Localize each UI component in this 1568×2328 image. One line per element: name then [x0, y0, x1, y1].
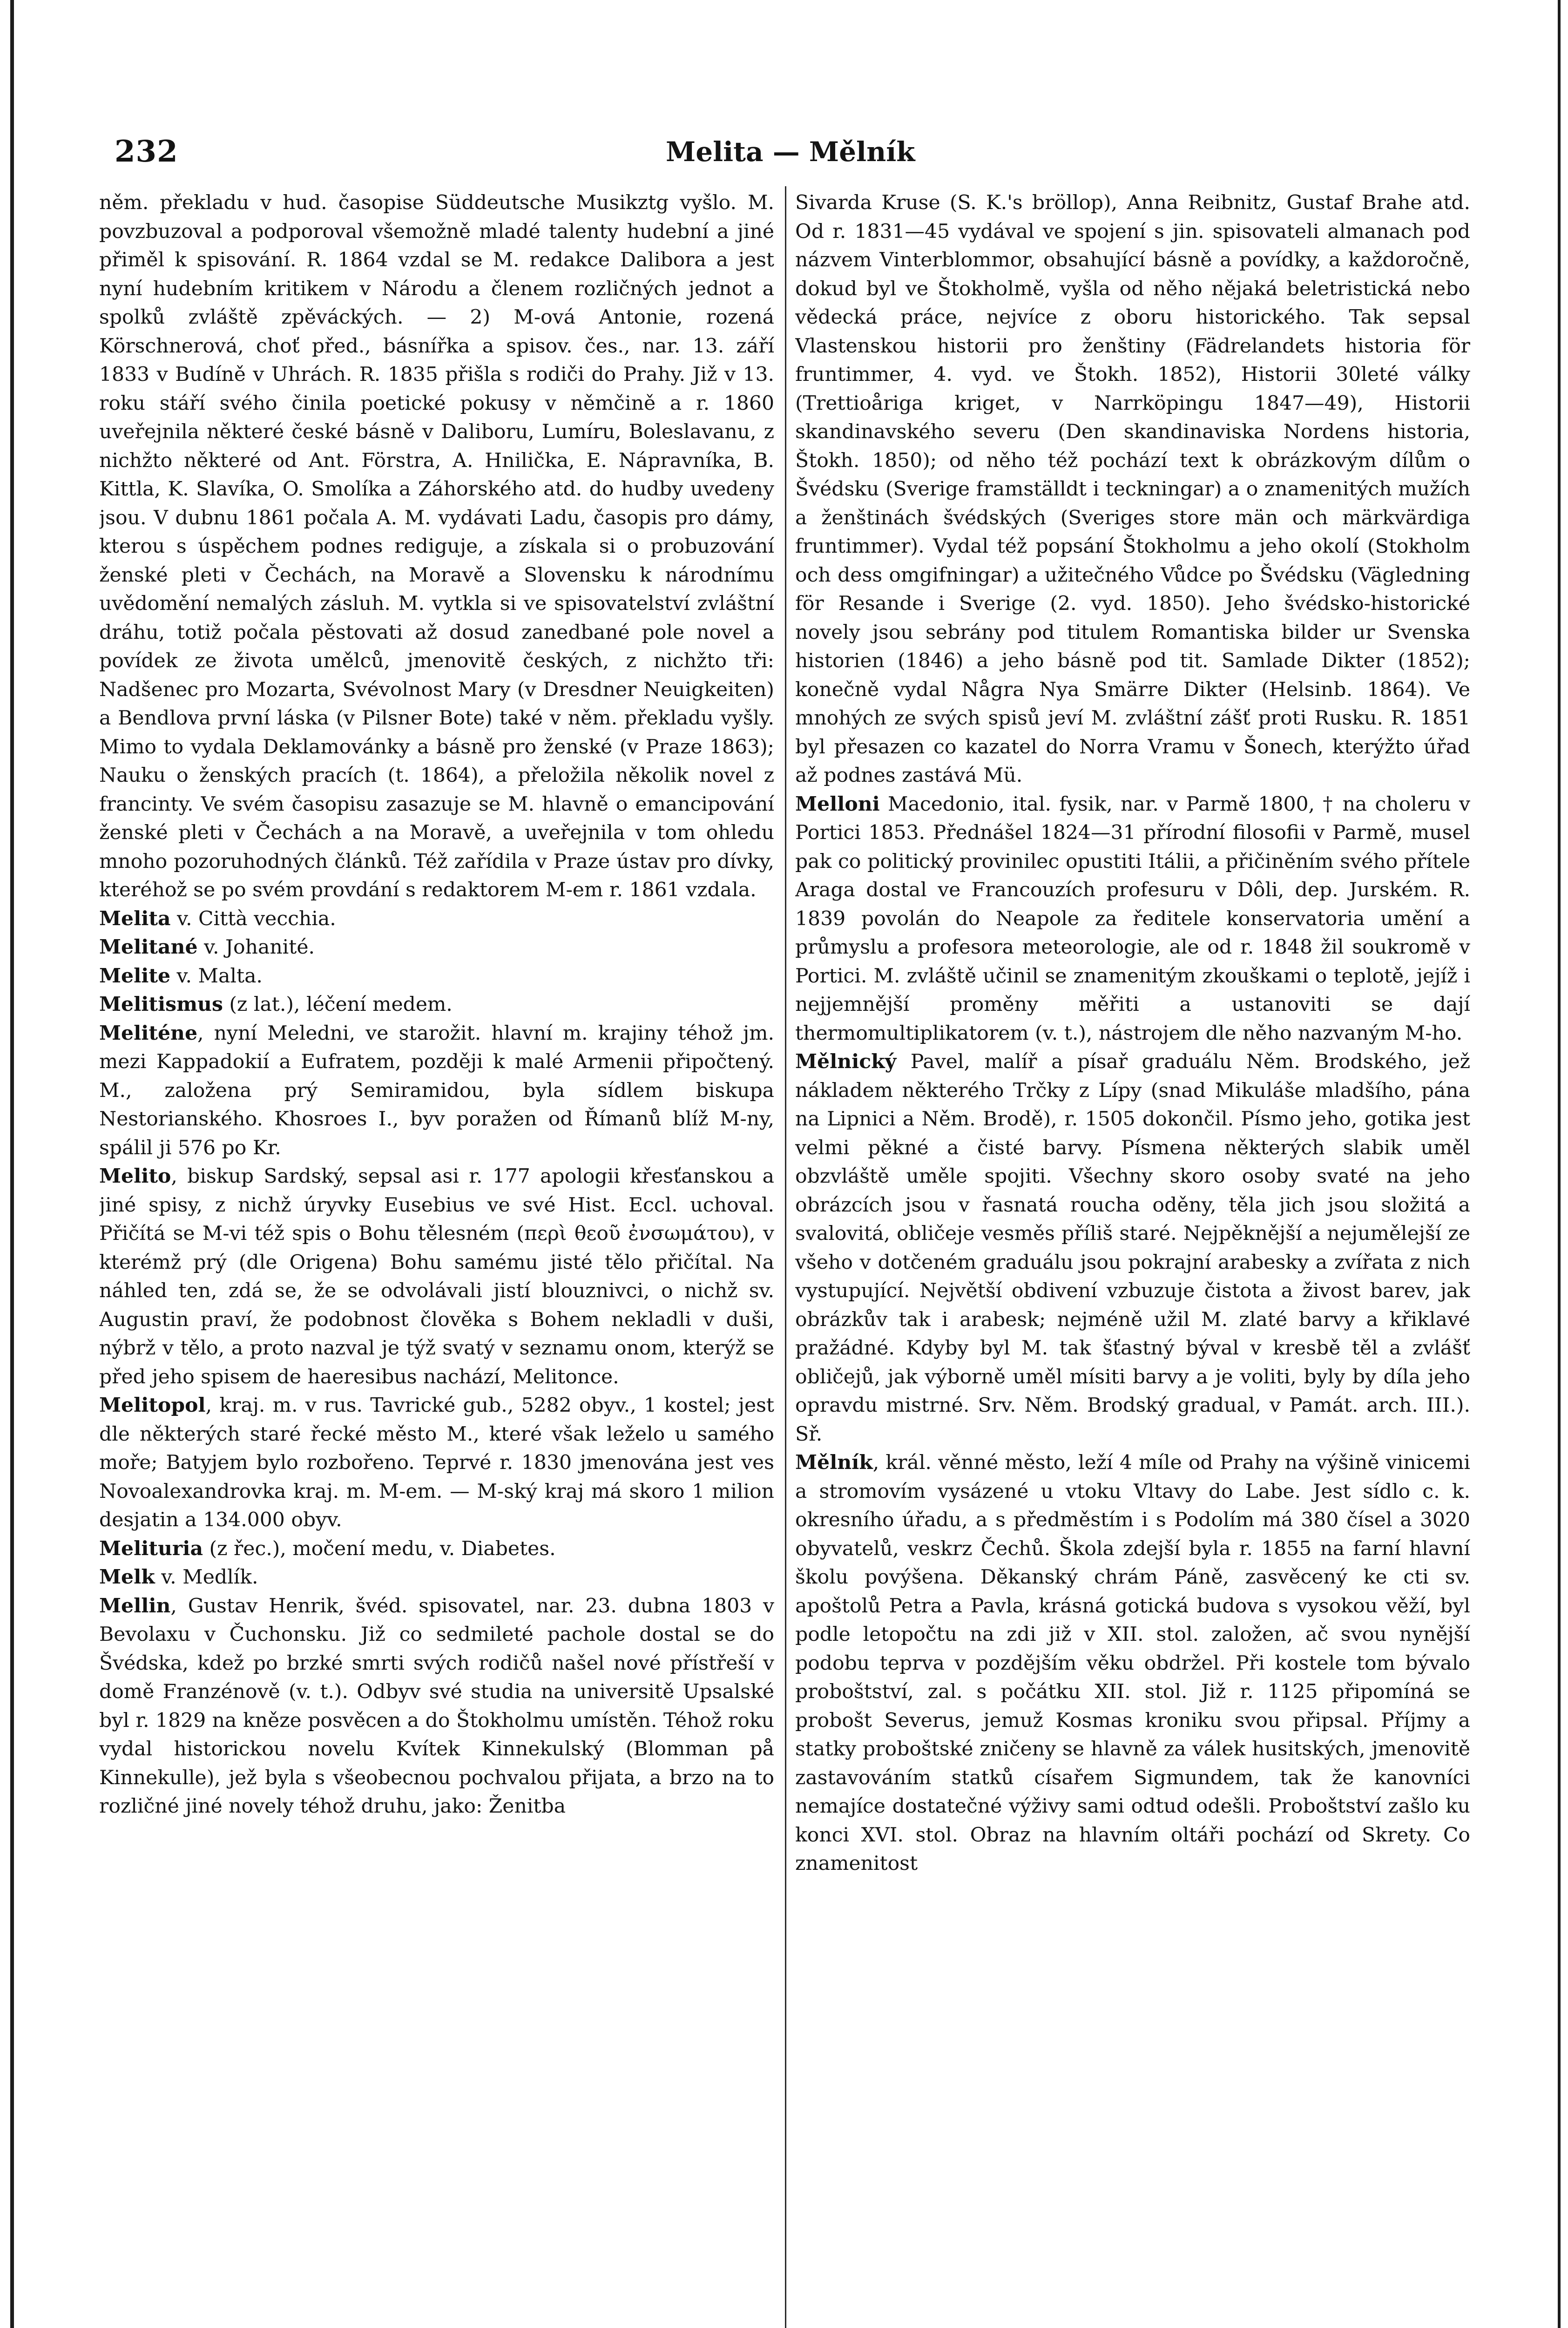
- entry-mellin: Mellin, Gustav Henrik, švéd. spisovatel, nar. 23. dubna 1803 v Bevolaxu v Čuchonsku. Již co sedmileté pachole dostal se do Švédska, kdež po brzké smrti svých rodičů našel nové přístřeší v domě Franzénově (v. t.). Odbyv své studia na universitě Upsalské byl r. 1829 na kněze posvěcen a do Štokholmu umístěn. Téhož roku vydal historickou novelu Kvítek Kinnekulský (Blomman på Kinnekulle), jež byla s všeobecnou pochvalou přijata, a brzo na to rozličné jiné novely téhož druhu, jako: Ženitba: [99, 1594, 774, 1818]
- headword: Melloni: [795, 792, 880, 816]
- entry-melitopol: Melitopol, kraj. m. v rus. Tavrické gub., 5282 obyv., 1 kostel; jest dle některých staré řecké město M., které však leželo u samého moře; Batyjem bylo rozbořeno. Teprvé r. 1830 jmenována jest ves Novoalexandrovka kraj. m. M-em. — M-ský kraj má skoro 1 milion desjatin a 134.000 obyv.: [99, 1394, 774, 1531]
- column-divider: [785, 186, 786, 2328]
- scan-border-right: [1558, 0, 1561, 2328]
- entry-melitismus: Melitismus (z lat.), léčení medem.: [99, 993, 453, 1016]
- entry-melnicky: Mělnický Pavel, malíř a písař graduálu Něm. Brodského, jež nákladem některého Trčky z Lípy (snad Mikuláše mladšího, pána na Lipnici a Něm. Brodě), r. 1505 dokončil. Písmo jeho, gotika jest velmi pěkné a čisté barvy. Písmena některých slabik uměl obzvláště uměle spojiti. Všechny skoro osoby svaté na jeho obrázcích jsou v řasnatá roucha oděny, těla jich jsou složitá a svalovitá, obličeje vesměs příliš staré. Nejpěknější a nejumělejší ze všeho v dotčeném graduálu jsou pokrajní arabesky a zvířata z nich vystupující. Největší obdivení vzbuzuje čistota a živost barev, jak obrázkův tak i arabesk; nejméně užil M. zlaté barvy a křiklavé pražádné. Kdyby byl M. tak šťastný býval v kresbě těl a zvlášť obličejů, jak výborně uměl mísiti barvy a je voliti, byly by díla jeho opravdu mistrné. Srv. Něm. Brodský gradual, v Památ. arch. III.). Sř.: [795, 1050, 1470, 1446]
- entry-melnik: Mělník, král. věnné město, leží 4 míle od Prahy na výšině vinicemi a stromovím vysázené u vtoku Vltavy do Labe. Jest sídlo c. k. okresního úřadu, a s předměstím i s Podolím má 380 čísel a 3020 obyvatelů, veskrz Čechů. Škola zdejší byla r. 1855 na farní hlavní školu povýšena. Děkanský chrám Páně, zasvěcený ke cti sv. apoštolů Petra a Pavla, krásná gotická budova s vysokou věží, byl podle letopočtu na zdi již v XII. stol. založen, ač svou nynější podobu teprva v pozdějším věku obdržel. Při kostele tom bývalo proboštství, zal. s počátku XII. stol. Již r. 1125 připomíná se probošt Severus, jemuž Kosmas kroniku svou připsal. Příjmy a statky proboštské zničeny se hlavně za válek husitských, jmenovitě zastavováním statků císařem Sigmundem, tak že kanovníci nemajíce dostatečné výživy sami odtud odešli. Proboštství zašlo ku konci XVI. stol. Obraz na hlavním oltáři pochází od Skrety. Co znamenitost: [795, 1451, 1470, 1875]
- entry-melituria: Melituria (z řec.), močení medu, v. Diabetes.: [99, 1536, 556, 1560]
- right-column: [795, 189, 1470, 2328]
- entry-continuation: něm. překladu v hud. časopise Süddeutsche Musikztg vyšlo. M. povzbuzoval a podporoval všemožně mladé talenty hudební a jiné přiměl k spisování. R. 1864 vzdal se M. redakce Dalibora a jest nyní hudebním kritikem v Národu a členem rozličných jednot a spolků zvláště zpěváckých. — 2) M-ová Antonie, rozená Körschnerová, choť před., básnířka a spisov. čes., nar. 13. září 1833 v Budíně v Uhrách. R. 1835 přišla s rodiči do Prahy. Již v 13. roku stáří svého činila poetické pokusy v němčině a r. 1860 uveřejnila některé české básně v Daliboru, Lumíru, Boleslavanu, z nichžto některé od Ant. Förstra, A. Hnilička, E. Nápravníka, B. Kittla, K. Slavíka, O. Smolíka a Záhorského atd. do hudby uvedeny jsou. V dubnu 1861 počala A. M. vydávati Ladu, časopis pro dámy, kterou s úspěchem podnes rediguje, a získala si o probuzování ženské pleti v Čechách, na Moravě a Slovensku k národnímu uvědomění nemalých zásluh. M. vytkla si ve spisovatelství zvláštní dráhu, totiž počala pěstovati až dosud zanedbané pole novel a povídek ze života umělců, jmenovitě českých, z nichžto tři: Nadšenec pro Mozarta, Svévolnost Mary (v Dresdner Neuigkeiten) a Bendlova první láska (v Pilsner Bote) také v něm. překladu vyšly. Mimo to vydala Deklamovánky a básně pro ženské (v Praze 1863); Nauku o ženských pracích (t. 1864), a přeložila několik novel z francinty. Ve svém časopisu zasazuje se M. hlavně o emancipování ženské pleti v Čechách a na Moravě, a uveřejnila v tom ohledu mnoho pozoruhodných článků. Též zařídila v Praze ústav pro dívky, kteréhož se po svém provdání s redaktorem M-em r. 1861 vzdala.: [99, 191, 774, 901]
- entry-melita: Melita v. Città vecchia.: [99, 907, 336, 930]
- headword: Melita: [99, 907, 171, 930]
- page-number: 232: [115, 134, 178, 169]
- entry-melitane: Melitané v. Johanité.: [99, 935, 315, 959]
- headword: Mělník: [795, 1451, 873, 1474]
- entry-melite: Melite v. Malta.: [99, 964, 263, 988]
- headword: Melitopol: [99, 1394, 206, 1417]
- entry-melk: Melk v. Medlík.: [99, 1565, 258, 1589]
- headword: Mellin: [99, 1594, 171, 1617]
- headword: Melitané: [99, 935, 198, 959]
- headword: Melite: [99, 964, 171, 988]
- entry-melito: Melito, biskup Sardský, sepsal asi r. 177 apologii křesťanskou a jiné spisy, z nichž úryvky Eusebius ve své Hist. Eccl. uchoval. Přičítá se M-vi též spis o Bohu tělesném (περὶ θεοῦ ἐνσωμάτου), v kterémž prý (dle Origena) Bohu samému jisté tělo přičítal. Na náhled ten, zdá se, že se odvolávali jistí blouznivci, o nichž sv. Augustin praví, že podobnost člověka s Bohem nekladli v duši, nýbrž v tělo, a proto nazval je týž svatý v seznamu onom, kterýž se před jeho spisem de haeresibus nachází, Melitonce.: [99, 1164, 774, 1388]
- left-column: [99, 189, 774, 2328]
- headword: Melitismus: [99, 993, 223, 1016]
- headword: Melk: [99, 1565, 155, 1589]
- headword: Melituria: [99, 1536, 203, 1560]
- headword: Melito: [99, 1164, 171, 1188]
- entry-melloni: Melloni Macedonio, ital. fysik, nar. v Parmě 1800, † na choleru v Portici 1853. Přednášel 1824—31 přírodní filosofii v Parmě, musel pak co politický provinilec opustiti Itálii, a přičiněním svého přítele Araga dostal ve Francouzích profesuru v Dôli, dep. Jurském. R. 1839 povolán do Neapole za ředitele konservatoria umění a průmyslu a profesora meteorologie, ale od r. 1848 žil soukromě v Portici. M. zvláště učinil se znamenitým zkouškami o teplotě, jejíž i nejjemnější proměny měřiti a ustanoviti se dají thermomultiplikatorem (v. t.), nástrojem dle něho nazvaným M-ho.: [795, 792, 1470, 1045]
- headword: Meliténe: [99, 1021, 197, 1045]
- entry-mellin-continued: Sivarda Kruse (S. K.'s bröllop), Anna Reibnitz, Gustaf Brahe atd. Od r. 1831—45 vydával ve spojení s jin. spisovateli almanach pod názvem Vinterblommor, obsahující básně a povídky, a každoročně, dokud byl ve Štokholmě, vyšla od něho nějaká beletristická nebo vědecká práce, nejvíce z oboru historického. Tak sepsal Vlastenskou historii pro ženštiny (Fädrelandets historia för fruntimmer, 4. vyd. ve Štokh. 1852), Historii 30leté války (Trettioåriga kriget, v Narrköpingu 1847—49), Historii skandinavského severu (Den skandinaviska Nordens historia, Štokh. 1850); od něho též pochází text k obrázkovým dílům o Švédsku (Sverige framställdt i teckningar) a o znamenitých mužích a ženštinách švédských (Sveriges store män och märkvärdiga fruntimmer). Vydal též popsání Štokholmu a jeho okolí (Stokholm och dess omgifningar) a užitečného Vůdce po Švédsku (Vägledning för Resande i Sverige (2. vyd. 1850). Jeho švédsko-historické novely jsou sebrány pod titulem Romantiska bilder ur Svenska historien (1846) a jeho básně pod tit. Samlade Dikter (1852); konečně vydal Några Nya Smärre Dikter (Helsinb. 1864). Ve mnohých ze svých spisů jeví M. zvláštní zášť proti Rusku. R. 1851 byl přesazen co kazatel do Norra Vramu v Šonech, kterýžto úřad až podnes zastává Mü.: [795, 191, 1470, 787]
- entry-melitene: Meliténe, nyní Meledni, ve starožit. hlavní m. krajiny téhož jm. mezi Kappadokií a Eufratem, později k malé Armenii připočtený. M., založena prý Semiramidou, byla sídlem biskupa Nestorianského. Khosroes I., byv poražen od Římanů blíž M-ny, spálil ji 576 po Kr.: [99, 1021, 774, 1159]
- scan-border-left: [10, 0, 14, 2328]
- running-head: Melita — Mělník: [666, 136, 915, 168]
- headword: Mělnický: [795, 1050, 897, 1073]
